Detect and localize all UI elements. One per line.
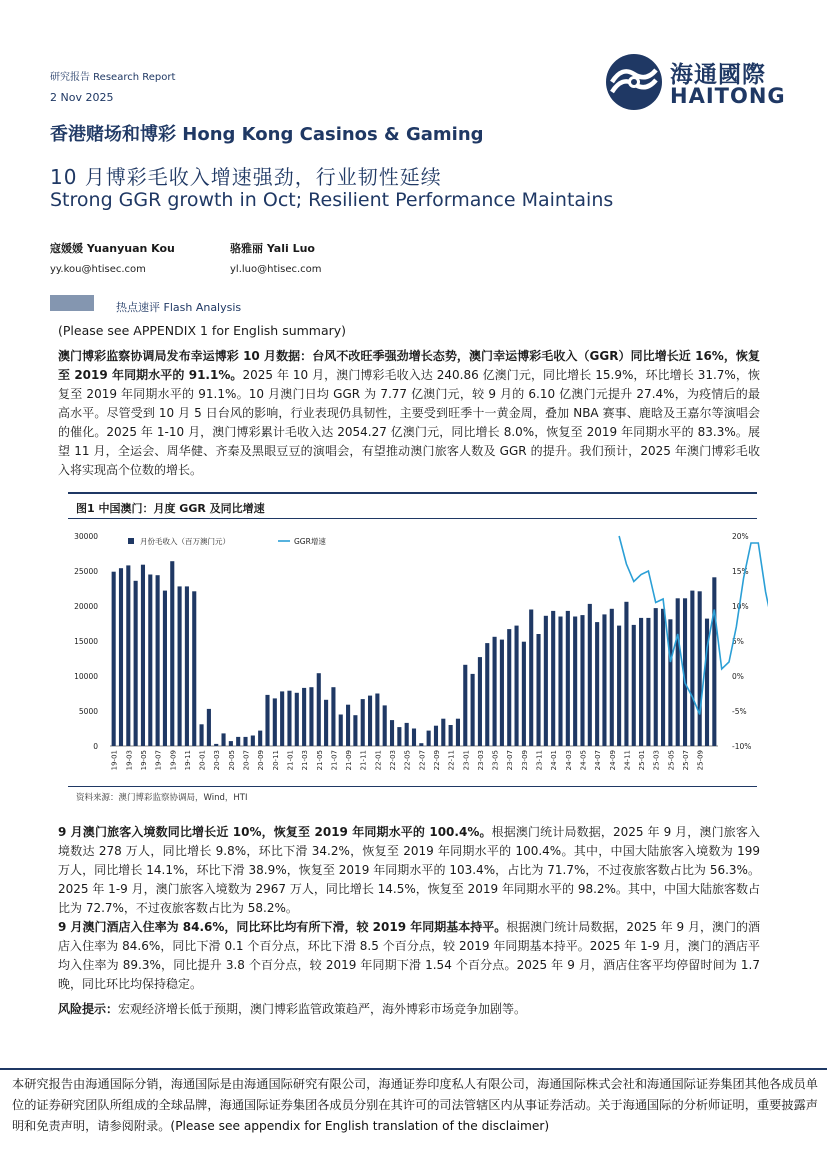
bar bbox=[346, 705, 350, 746]
risk-warning bbox=[58, 1000, 760, 1019]
bar bbox=[566, 611, 570, 746]
bar bbox=[148, 575, 152, 747]
x-tick-label: 21-07 bbox=[330, 750, 339, 771]
bar bbox=[287, 691, 291, 746]
bar bbox=[207, 709, 211, 746]
disclaimer: 本研究报告由海通国际分销，海通国际是由海通国际研究有限公司，海通证券印度私人有限公司，海通国际株式会社和海通国际证券集团其他各成员单位的证券研究团队所组成的全球品牌，海通国际证券集团各成员分别在其许可的司法管辖区内从事证券活动。关于海通国际的分析师证明，重要披露声明和免责声明，请参阅附录。(Please see appendix for English translation of the disclaimer) bbox=[12, 1077, 818, 1133]
x-tick-label: 19-09 bbox=[169, 750, 178, 771]
bar bbox=[485, 643, 489, 746]
x-tick-label: 24-01 bbox=[550, 750, 559, 771]
flash-marker bbox=[50, 295, 94, 311]
x-tick-label: 24-05 bbox=[579, 750, 588, 771]
x-tick-label: 20-01 bbox=[198, 750, 207, 771]
bar bbox=[529, 610, 533, 747]
bar bbox=[156, 575, 160, 746]
y-right-tick-label: 15% bbox=[732, 567, 749, 576]
bar bbox=[383, 705, 387, 746]
bar bbox=[324, 700, 328, 746]
author-name-2: 骆雅丽 Yali Luo bbox=[230, 242, 315, 255]
bar bbox=[668, 619, 672, 746]
bar bbox=[434, 726, 438, 746]
bar bbox=[419, 743, 423, 746]
bar bbox=[236, 737, 240, 746]
report-type: 研究报告 Research Report bbox=[50, 72, 176, 83]
y-right-tick-label: 5% bbox=[732, 637, 744, 646]
bar bbox=[178, 586, 182, 746]
paragraph-hotel bbox=[58, 918, 760, 994]
x-tick-label: 22-09 bbox=[432, 750, 441, 771]
legend-bar-label: 月份毛收入（百万澳门元） bbox=[140, 537, 230, 546]
bar bbox=[610, 609, 614, 746]
x-tick-label: 25-05 bbox=[667, 750, 676, 771]
bar bbox=[507, 629, 511, 746]
x-tick-label: 24-09 bbox=[608, 750, 617, 771]
y-left-tick-label: 30000 bbox=[74, 532, 98, 541]
haitong-logo-icon bbox=[604, 52, 664, 112]
bar bbox=[309, 687, 313, 746]
bar bbox=[331, 687, 335, 746]
author-name-1: 寇媛媛 Yuanyuan Kou bbox=[50, 242, 175, 255]
x-tick-label: 25-03 bbox=[652, 750, 661, 771]
y-right-tick-label: 20% bbox=[732, 532, 749, 541]
logo-text-cn: 海通國際 bbox=[670, 62, 766, 88]
bar bbox=[500, 640, 504, 746]
bar bbox=[119, 568, 123, 746]
report-date: 2 Nov 2025 bbox=[50, 91, 114, 104]
bar bbox=[112, 572, 116, 746]
y-right-tick-label: -10% bbox=[732, 742, 752, 751]
bar bbox=[449, 725, 453, 746]
y-right-tick-label: -5% bbox=[732, 707, 747, 716]
bar bbox=[690, 591, 694, 746]
bar bbox=[558, 617, 562, 747]
x-tick-label: 19-03 bbox=[125, 750, 134, 771]
x-tick-label: 25-07 bbox=[682, 750, 691, 771]
bar bbox=[632, 625, 636, 746]
paragraph-hotel-body: 根据澳门统计局数据，2025 年 9 月，澳门的酒店入住率为 84.6%，同比下滑 0.1 个百分点，环比下滑 8.5 个百分点，较 2019 年同期基本持平。2025 年 1-9 月，澳门的酒店平均入住率为 89.3%，同比提升 3.8 个百分点，较 2019 年同期下滑 1.54 个百分点。2025 年 9 月，酒店住客平均停留时间为 1.7 晚，同比环比均保持稳定。 bbox=[58, 920, 761, 991]
x-tick-label: 23-11 bbox=[535, 750, 544, 771]
bar bbox=[595, 622, 599, 746]
report-title-cn: 10 月博彩毛收入增速强劲，行业韧性延续 bbox=[50, 165, 442, 189]
bar bbox=[441, 719, 445, 746]
y-right-tick-label: 0% bbox=[732, 672, 744, 681]
flash-label: 热点速评 Flash Analysis bbox=[116, 301, 242, 314]
figure-title-rule bbox=[68, 518, 757, 519]
bar bbox=[573, 617, 577, 747]
bar bbox=[163, 591, 167, 746]
bar bbox=[493, 637, 497, 746]
x-tick-label: 21-05 bbox=[315, 750, 324, 771]
bar bbox=[368, 696, 372, 746]
x-tick-label: 21-03 bbox=[301, 750, 310, 771]
bar bbox=[580, 615, 584, 746]
bar bbox=[522, 642, 526, 746]
x-tick-label: 20-09 bbox=[257, 750, 266, 771]
y-left-tick-label: 5000 bbox=[78, 707, 98, 716]
bar bbox=[141, 565, 145, 746]
bar bbox=[712, 577, 716, 746]
x-tick-label: 21-11 bbox=[359, 750, 368, 771]
appendix-note: (Please see APPENDIX 1 for English summary) bbox=[58, 323, 347, 338]
x-tick-label: 20-11 bbox=[271, 750, 280, 771]
x-tick-label: 25-01 bbox=[638, 750, 647, 771]
x-tick-label: 20-07 bbox=[242, 750, 251, 771]
bar bbox=[302, 688, 306, 746]
bar bbox=[295, 693, 299, 746]
bar bbox=[170, 561, 174, 746]
y-left-tick-label: 20000 bbox=[74, 602, 98, 611]
bar bbox=[126, 565, 130, 746]
x-tick-label: 19-07 bbox=[154, 750, 163, 771]
x-tick-label: 23-05 bbox=[491, 750, 500, 771]
x-tick-label: 24-03 bbox=[564, 750, 573, 771]
bar bbox=[273, 698, 277, 746]
sector-title: 香港赌场和博彩 Hong Kong Casinos & Gaming bbox=[50, 124, 484, 145]
bar bbox=[375, 694, 379, 747]
bar bbox=[192, 591, 196, 746]
y-left-tick-label: 15000 bbox=[74, 637, 98, 646]
x-tick-label: 23-09 bbox=[520, 750, 529, 771]
x-tick-label: 20-05 bbox=[227, 750, 236, 771]
x-tick-label: 23-03 bbox=[476, 750, 485, 771]
bar bbox=[258, 731, 262, 746]
author-email-1[interactable]: yy.kou@htisec.com bbox=[50, 264, 146, 275]
bar bbox=[624, 602, 628, 746]
figure-top-rule bbox=[68, 492, 757, 494]
bar bbox=[661, 609, 665, 746]
bar bbox=[265, 695, 269, 746]
bar bbox=[397, 727, 401, 746]
figure-bottom-rule bbox=[68, 786, 757, 787]
bar bbox=[478, 657, 482, 746]
bar bbox=[698, 591, 702, 746]
bar bbox=[602, 614, 606, 746]
bar bbox=[251, 736, 255, 747]
report-title-en: Strong GGR growth in Oct; Resilient Performance Maintains bbox=[50, 189, 614, 211]
bar bbox=[544, 616, 548, 746]
bar bbox=[427, 731, 431, 746]
author-email-2[interactable]: yl.luo@htisec.com bbox=[230, 264, 322, 275]
bar bbox=[551, 611, 555, 746]
x-tick-label: 21-01 bbox=[286, 750, 295, 771]
y-left-tick-label: 0 bbox=[93, 742, 98, 751]
bar bbox=[646, 618, 650, 746]
x-tick-label: 22-05 bbox=[403, 750, 412, 771]
risk-text: 宏观经济增长低于预期，澳门博彩监管政策趋严，海外博彩市场竞争加剧等。 bbox=[118, 1002, 527, 1016]
x-tick-label: 23-07 bbox=[506, 750, 515, 771]
logo-text-en: HAITONG bbox=[670, 84, 786, 108]
bar bbox=[280, 691, 284, 746]
bar bbox=[405, 723, 409, 746]
x-tick-label: 22-07 bbox=[418, 750, 427, 771]
x-tick-label: 21-09 bbox=[345, 750, 354, 771]
bar bbox=[676, 598, 680, 746]
paragraph-hotel-lead: 9 月澳门酒店入住率为 84.6%，同比环比均有所下滑，较 2019 年同期基本持平。 bbox=[58, 920, 507, 934]
bar bbox=[471, 674, 475, 746]
bar bbox=[200, 724, 204, 746]
bar bbox=[339, 715, 343, 747]
x-tick-label: 23-01 bbox=[462, 750, 471, 771]
bar bbox=[243, 737, 247, 746]
x-tick-label: 22-11 bbox=[447, 750, 456, 771]
x-tick-label: 19-01 bbox=[110, 750, 119, 771]
x-tick-label: 20-03 bbox=[213, 750, 222, 771]
bar bbox=[456, 719, 460, 746]
bar bbox=[390, 720, 394, 746]
paragraph-ggr-lead: 澳门博彩监察协调局发布幸运博彩 10 月数据：台风不改旺季强劲增长态势，澳门幸运博彩毛收入（GGR）同比增长近 16%，恢复至 2019 年同期水平的 91.1%。 bbox=[58, 349, 760, 382]
x-tick-label: 22-01 bbox=[374, 750, 383, 771]
y-left-tick-label: 25000 bbox=[74, 567, 98, 576]
paragraph-ggr-body: 2025 年 10 月，澳门博彩毛收入达 240.86 亿澳门元，同比增长 15.9%，环比增长 31.7%，恢复至 2019 年同期水平的 91.1%。10 月澳门日均 GGR 为 7.77 亿澳门元，较 9 月的 6.10 亿澳门元提升 27.4%，为疫情后的最高水平。尽管受到 10 月 5 日台风的影响，行业表现仍具韧性，主要受到旺季十一黄金周，叠加 NBA 赛事、鹿晗及王嘉尔等演唱会的催化。2025 年 1-10 月，澳门博彩累计毛收入达 2054.27 亿澳门元，同比增长 8.0%，恢复至 2019 年同期水平的 83.3%。展望 11 月，全运会、周华健、齐秦及黑眼豆豆的演唱会，有望推动澳门旅客人数及 GGR 的提升。我们预计，2025 年澳门博彩毛收入将实现高个位数的增长。 bbox=[58, 368, 760, 477]
bar bbox=[134, 581, 138, 746]
ggr-chart bbox=[68, 522, 768, 784]
bar bbox=[654, 608, 658, 746]
bar bbox=[317, 673, 321, 746]
x-tick-label: 24-07 bbox=[594, 750, 603, 771]
paragraph-visitors bbox=[58, 823, 760, 918]
paragraph-ggr bbox=[58, 347, 760, 480]
paragraph-visitors-body: 根据澳门统计局数据，2025 年 9 月，澳门旅客入境数达 278 万人，同比增长 9.8%，环比下滑 34.2%，恢复至 2019 年同期水平的 100.4%。其中，中国大陆旅客入境数为 199 万人，同比增长 14.1%，环比下滑 38.9%，恢复至 2019 年同期水平的 103.4%，占比为 71.7%，不过夜旅客数占比为 56.3%。2025 年 1-9 月，澳门旅客入境数为 2967 万人，同比增长 14.5%，恢复至 2019 年同期水平的 98.2%。其中，中国大陆旅客数占比为 72.7%，不过夜旅客数占比为 58.2%。 bbox=[58, 825, 761, 915]
legend-bar-swatch bbox=[128, 538, 134, 544]
bar bbox=[515, 626, 519, 746]
bar bbox=[536, 634, 540, 746]
legend-line-label: GGR增速 bbox=[294, 537, 326, 546]
x-tick-label: 25-09 bbox=[696, 750, 705, 771]
bar bbox=[353, 715, 357, 746]
bar bbox=[617, 626, 621, 746]
paragraph-visitors-lead: 9 月澳门旅客入境数同比增长近 10%，恢复至 2019 年同期水平的 100.4%。 bbox=[58, 825, 492, 839]
bar bbox=[588, 604, 592, 746]
bar bbox=[463, 665, 467, 746]
disclaimer-rule bbox=[0, 1068, 827, 1070]
x-tick-label: 19-05 bbox=[139, 750, 148, 771]
x-tick-label: 19-11 bbox=[183, 750, 192, 771]
bar bbox=[229, 741, 233, 746]
bar bbox=[361, 699, 365, 746]
figure-title: 图1 中国澳门：月度 GGR 及同比增速 bbox=[76, 502, 265, 515]
risk-label: 风险提示： bbox=[58, 1002, 119, 1016]
y-right-tick-label: 10% bbox=[732, 602, 749, 611]
bar bbox=[221, 733, 225, 746]
bar bbox=[639, 618, 643, 746]
bar bbox=[185, 586, 189, 746]
x-tick-label: 24-11 bbox=[623, 750, 632, 771]
y-left-tick-label: 10000 bbox=[74, 672, 98, 681]
figure-source: 资料来源：澳门博彩监察协调局，Wind，HTI bbox=[76, 793, 248, 803]
x-tick-label: 22-03 bbox=[389, 750, 398, 771]
bar bbox=[412, 729, 416, 747]
bar bbox=[214, 744, 218, 746]
